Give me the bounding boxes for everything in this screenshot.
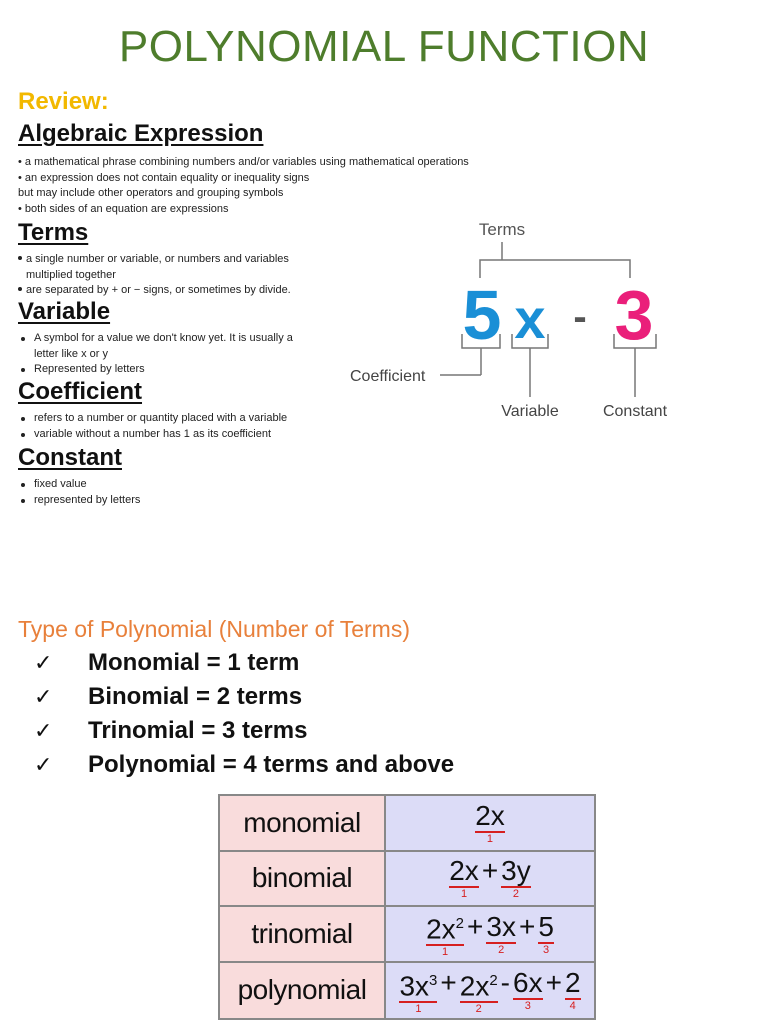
note-line: fixed value bbox=[18, 477, 140, 493]
bullet-icon bbox=[18, 362, 34, 378]
variable-label: Variable bbox=[501, 403, 559, 420]
table-cell-type: trinomial bbox=[220, 907, 386, 963]
term: $3x^3$ 1 bbox=[399, 966, 437, 1015]
algebraic-expression-heading: Algebraic Expression bbox=[18, 120, 264, 147]
note-line: variable without a number has 1 as its coefficient bbox=[18, 427, 287, 443]
algebraic-expression-notes bbox=[18, 155, 469, 217]
operator: + bbox=[467, 910, 484, 942]
list-item: ✓ Polynomial = 4 terms and above bbox=[34, 751, 455, 778]
bullet-icon bbox=[18, 477, 34, 493]
bullet-icon bbox=[18, 287, 22, 291]
operator: - bbox=[500, 967, 510, 999]
bullet-icon bbox=[18, 427, 34, 443]
note-line: letter like x or y bbox=[34, 347, 108, 360]
note-line: • a mathematical phrase combining numbers and/or variables using mathematical operations bbox=[18, 156, 469, 168]
note-line: refers to a number or quantity placed with a variable bbox=[18, 411, 287, 427]
checkmark-icon: ✓ bbox=[34, 752, 53, 778]
coefficient-heading: Coefficient bbox=[18, 378, 143, 405]
term: 3y 2 bbox=[501, 855, 531, 901]
term: 2 4 bbox=[564, 967, 581, 1013]
term: $2x^2$ 1 bbox=[426, 909, 464, 958]
variable-glyph: x bbox=[514, 287, 546, 350]
checkmark-icon: ✓ bbox=[34, 684, 53, 710]
operator: + bbox=[481, 855, 499, 887]
term: 2x 1 bbox=[449, 855, 479, 901]
note-line: but may include other operators and grouping symbols bbox=[18, 187, 284, 199]
variable-notes bbox=[18, 331, 293, 378]
polynomial-types-list bbox=[34, 646, 454, 782]
minus-glyph: - bbox=[573, 295, 587, 339]
terms-notes bbox=[18, 252, 291, 299]
terms-heading: Terms bbox=[18, 219, 89, 246]
checkmark-icon: ✓ bbox=[34, 718, 53, 744]
coefficient-notes bbox=[18, 411, 287, 442]
table-cell-type: polynomial bbox=[220, 963, 386, 1019]
table-cell-example bbox=[386, 907, 594, 963]
note-line: A symbol for a value we don't know yet. It is usually a bbox=[18, 331, 293, 347]
page-title: POLYNOMIAL FUNCTION bbox=[118, 22, 650, 71]
term: 2x 1 bbox=[475, 799, 505, 845]
note-line: multiplied together bbox=[26, 268, 116, 281]
polynomial-examples-table bbox=[218, 794, 596, 1020]
constant-label: Constant bbox=[602, 403, 668, 420]
terms-label: Terms bbox=[478, 220, 526, 239]
operator: + bbox=[545, 967, 562, 999]
bullet-icon bbox=[18, 493, 34, 509]
note-line: are separated by + or − signs, or sometimes by divide. bbox=[18, 283, 291, 299]
terms-bracket bbox=[480, 260, 630, 278]
operator: + bbox=[518, 910, 536, 942]
note-line: represented by letters bbox=[18, 493, 140, 509]
term: $2x^2$ 2 bbox=[460, 966, 498, 1015]
table-cell-example bbox=[386, 852, 594, 908]
note-line: • an expression does not contain equality or inequality signs bbox=[18, 171, 310, 184]
term: 5 3 bbox=[538, 910, 554, 956]
table-cell-example bbox=[386, 796, 594, 852]
table-cell-type: monomial bbox=[220, 796, 386, 852]
bullet-icon bbox=[18, 331, 34, 347]
constant-glyph: 3 bbox=[614, 276, 654, 354]
variable-heading: Variable bbox=[18, 298, 111, 325]
list-item: ✓ Monomial = 1 term bbox=[34, 649, 300, 676]
list-item: ✓ Trinomial = 3 terms bbox=[34, 717, 308, 744]
coefficient-glyph: 5 bbox=[462, 276, 502, 354]
polynomial-types-heading: Type of Polynomial (Number of Terms) bbox=[18, 616, 410, 642]
review-heading: Review: bbox=[18, 88, 109, 115]
bullet-icon bbox=[18, 256, 22, 260]
constant-notes bbox=[18, 477, 140, 508]
operator: + bbox=[440, 967, 457, 999]
term: 6x 3 bbox=[513, 967, 543, 1013]
term: 3x 2 bbox=[486, 910, 516, 956]
note-line: • both sides of an equation are expressions bbox=[18, 202, 229, 215]
coefficient-label: Coefficient bbox=[350, 368, 426, 385]
table-cell-example bbox=[386, 963, 594, 1019]
checkmark-icon: ✓ bbox=[34, 650, 53, 676]
expression-parts-diagram bbox=[340, 212, 700, 432]
note-line: Represented by letters bbox=[18, 362, 293, 378]
bullet-icon bbox=[18, 411, 34, 427]
note-line: a single number or variable, or numbers and variables bbox=[18, 252, 291, 268]
constant-heading: Constant bbox=[18, 444, 122, 471]
list-item: ✓ Binomial = 2 terms bbox=[34, 683, 303, 710]
table-cell-type: binomial bbox=[220, 852, 386, 908]
